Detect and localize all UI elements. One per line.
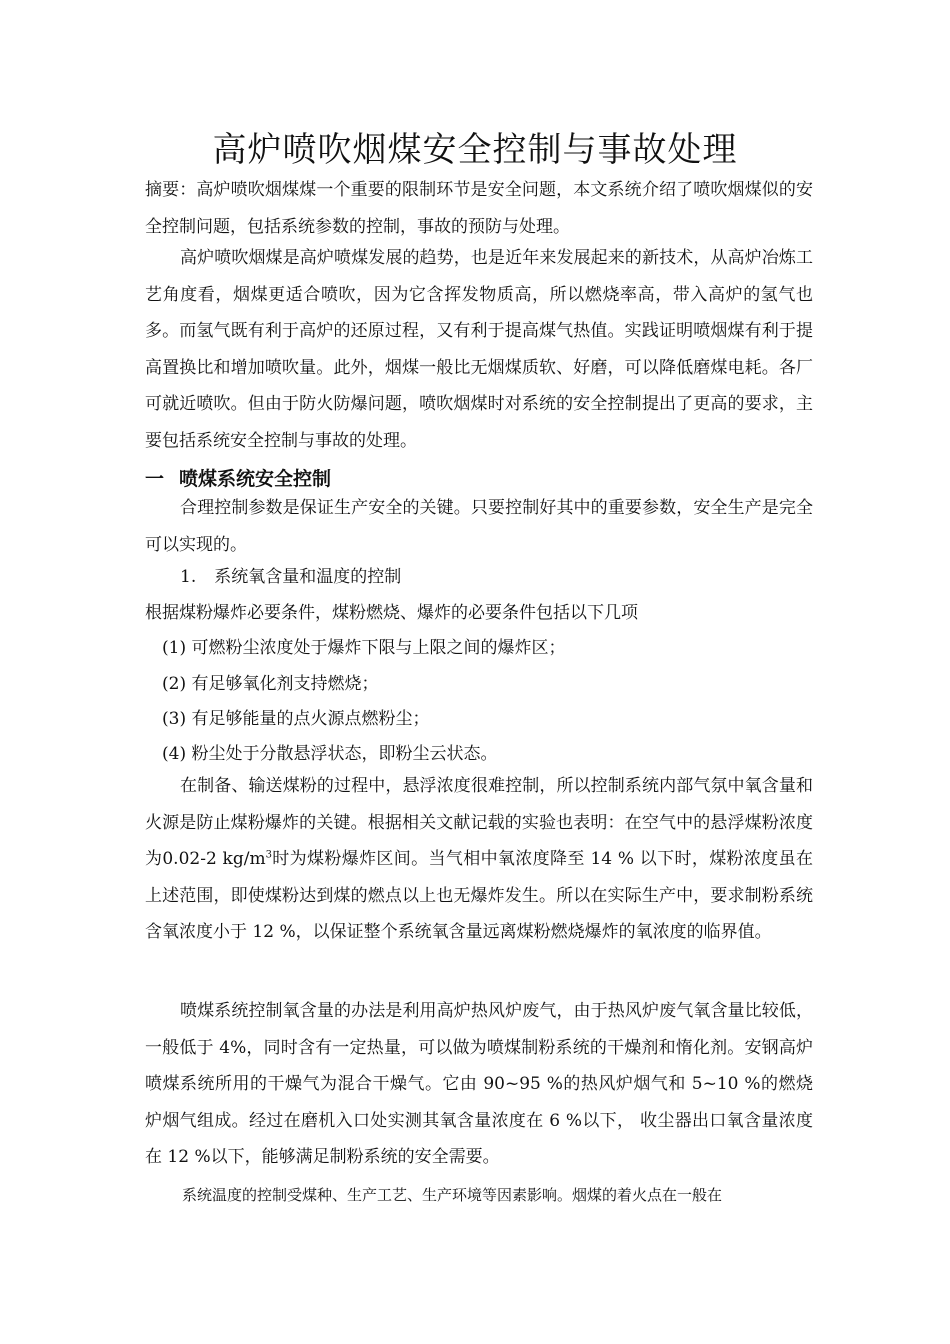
condition-item: (2) 有足够氧化剂支持燃烧； — [162, 674, 379, 694]
explosion-text-part2: 时为煤粉爆炸区间。当气相中氧浓度降至 14 % 以下时，煤粉浓度虽在上述范围，即使煤粉达到煤的燃点以上也无爆炸发生。所以在实际生产中，要求制粉系统含氧浓度小于 12 %，以保证整个系统氧含量远离煤粉燃烧爆炸的氧浓度的临界值。 — [145, 849, 813, 943]
condition-item: (1) 可燃粉尘浓度处于爆炸下限与上限之间的爆炸区； — [162, 638, 566, 658]
section-number: 一 — [145, 468, 165, 490]
explosion-text-part1: 在制备、输送煤粉的过程中，悬浮浓度很难控制，所以控制系统内部气氛中氧含量和火源是防止煤粉爆炸的关键。根据相关文献记载的实验也表明：在空气中的悬浮煤粉浓度为0.02-2 kg/m — [145, 776, 813, 870]
subsection-number: 1. — [180, 567, 197, 587]
section-intro-paragraph: 合理控制参数是保证生产安全的关键。只要控制好其中的重要参数，安全生产是完全可以实现的。 — [145, 498, 813, 555]
abstract-paragraph: 摘要：高炉喷吹烟煤煤一个重要的限制环节是安全问题，本文系统介绍了喷吹烟煤似的安全控制问题，包括系统参数的控制，事故的预防与处理。 — [145, 180, 813, 237]
subsection-heading — [180, 562, 401, 592]
intro-paragraph: 高炉喷吹烟煤是高炉喷煤发展的趋势，也是近年来发展起来的新技术，从高炉冶炼工艺角度看，烟煤更适合喷吹，因为它含挥发物质高，所以燃烧率高，带入高炉的氢气也多。而氢气既有利于高炉的还原过程，又有利于提高煤气热值。实践证明喷烟煤有利于提高置换比和增加喷吹量。此外，烟煤一般比无烟煤质软、好磨，可以降低磨煤电耗。各厂可就近喷吹。但由于防火防爆问题，喷吹烟煤时对系统的安全控制提出了更高的要求，主要包括系统安全控制与事故的处理。 — [145, 248, 813, 451]
unit-superscript: 3 — [265, 849, 272, 861]
explosion-paragraph — [145, 768, 813, 951]
condition-item: (3) 有足够能量的点火源点燃粉尘； — [162, 709, 430, 729]
temperature-paragraph: 系统温度的控制受煤种、生产工艺、生产环境等因素影响。烟煤的着火点在一般在 — [182, 1186, 723, 1204]
subsection-title: 系统氧含量和温度的控制 — [214, 567, 402, 587]
section-title: 喷煤系统安全控制 — [179, 468, 332, 490]
condition-item: (4) 粉尘处于分散悬浮状态，即粉尘云状态。 — [162, 744, 498, 764]
conditions-lead: 根据煤粉爆炸必要条件，煤粉燃烧、爆炸的必要条件包括以下几项 — [145, 603, 638, 623]
oxygen-control-paragraph: 喷煤系统控制氧含量的办法是利用高炉热风炉废气，由于热风炉废气氧含量比较低，一般低于 4%，同时含有一定热量，可以做为喷煤制粉系统的干燥剂和惰化剂。安钢高炉喷煤系统所用的干燥气为混合干燥气。它由 90~95 %的热风炉烟气和 5~10 %的燃烧炉烟气组成。经过在磨机入口处实测其氧含量浓度在 6 %以下， 收尘器出口氧含量浓度在 12 %以下，能够满足制粉系统的安全需要。 — [145, 1001, 813, 1168]
document-title: 高炉喷吹烟煤安全控制与事故处理 — [212, 130, 738, 170]
